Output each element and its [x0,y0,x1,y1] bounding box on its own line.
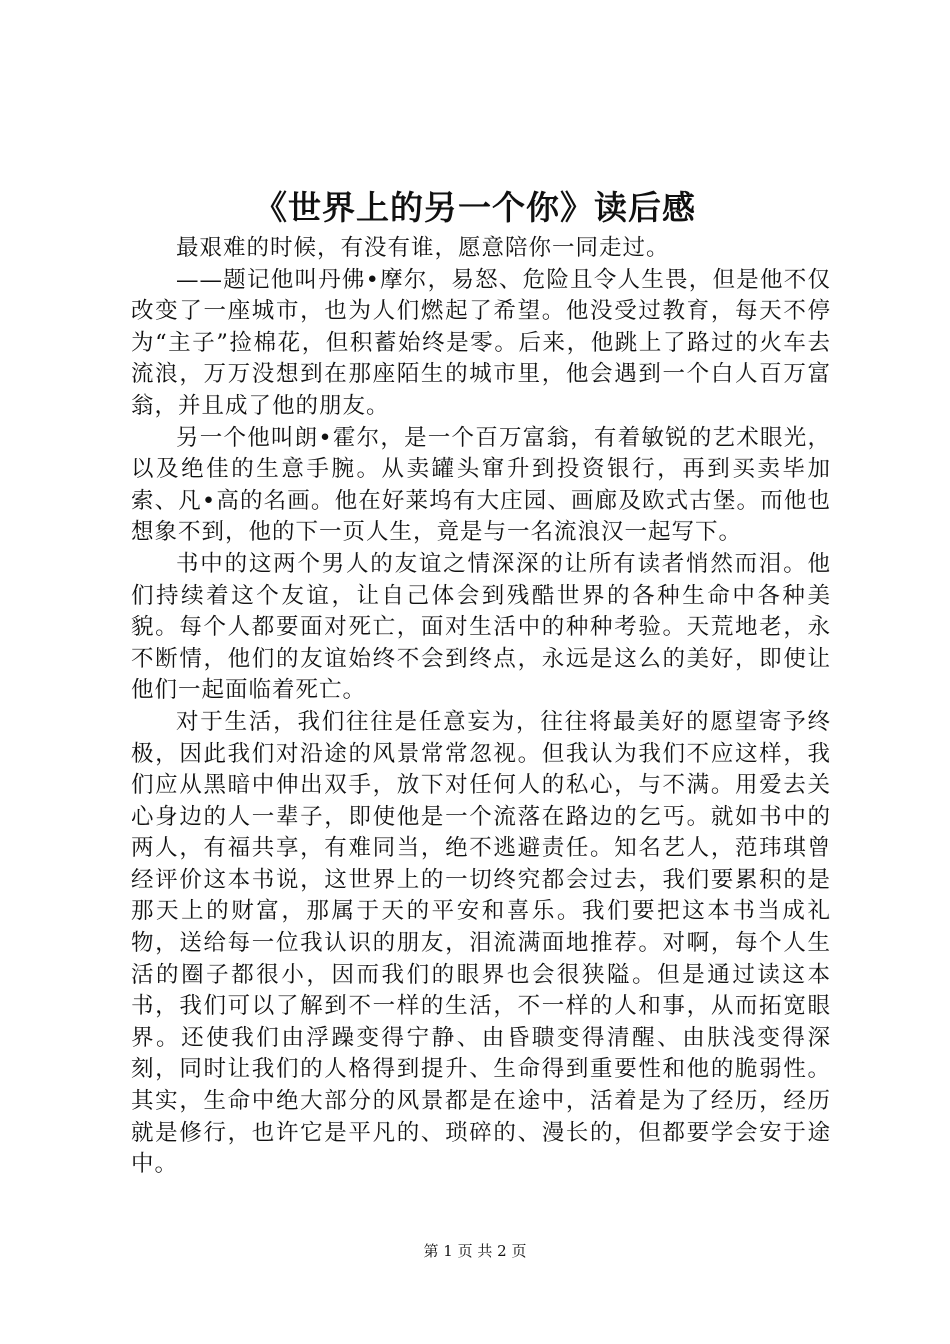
paragraph-ron: 另一个他叫朗•霍尔，是一个百万富翁，有着敏锐的艺术眼光，以及绝佳的生意手腕。从卖罐头窜升到投资银行，再到买卖毕加索、凡•高的名画。他在好莱坞有大庄园、画廊及欧式古堡。而他也想象不到，他的下一页人生，竟是与一名流浪汉一起写下。 [131,424,831,546]
document-title: 《世界上的另一个你》读后感 [254,188,696,227]
page-number-footer: 第 1 页 共 2 页 [423,1242,527,1260]
document-body [131,233,831,1181]
paragraph-epigraph: 最艰难的时候，有没有谁，愿意陪你一同走过。 [176,235,670,261]
paragraph-friendship: 书中的这两个男人的友谊之情深深的让所有读者悄然而泪。他们持续着这个友谊，让自己体会到残酷世界的各种生命中各种美貌。每个人都要面对死亡，面对生活中的种种考验。天荒地老，永不断情，他们的友谊始终不会到终点，永远是这么的美好，即使让他们一起面临着死亡。 [131,550,831,704]
paragraph-reflection: 对于生活，我们往往是任意妄为，往往将最美好的愿望寄予终极，因此我们对沿途的风景常常忽视。但我认为我们不应这样，我们应从黑暗中伸出双手，放下对任何人的私心，与不满。用爱去关心身边的人一辈子，即使他是一个流落在路边的乞丐。就如书中的两人，有福共享，有难同当，绝不逃避责任。知名艺人，范玮琪曾经评价这本书说，这世界上的一切终究都会过去，我们要累积的是那天上的财富，那属于天的平安和喜乐。我们要把这本书当成礼物，送给每一位我认识的朋友，泪流满面地推荐。对啊，每个人生活的圈子都很小，因而我们的眼界也会很狭隘。但是通过读这本书，我们可以了解到不一样的生活，不一样的人和事，从而拓宽眼界。还使我们由浮躁变得宁静、由昏聩变得清醒、由肤浅变得深刻，同时让我们的人格得到提升、生命得到重要性和他的脆弱性。其实，生命中绝大部分的风景都是在途中，活着是为了经历，经历就是修行，也许它是平凡的、琐碎的、漫长的，但都要学会安于途中。 [131,708,831,1178]
paragraph-denver: ——题记他叫丹佛•摩尔，易怒、危险且令人生畏，但是他不仅改变了一座城市，也为人们燃起了希望。他没受过教育，每天不停为“主子”捡棉花，但积蓄始终是零。后来，他跳上了路过的火车去流浪，万万没想到在那座陌生的城市里，他会遇到一个白人百万富翁，并且成了他的朋友。 [131,266,831,419]
